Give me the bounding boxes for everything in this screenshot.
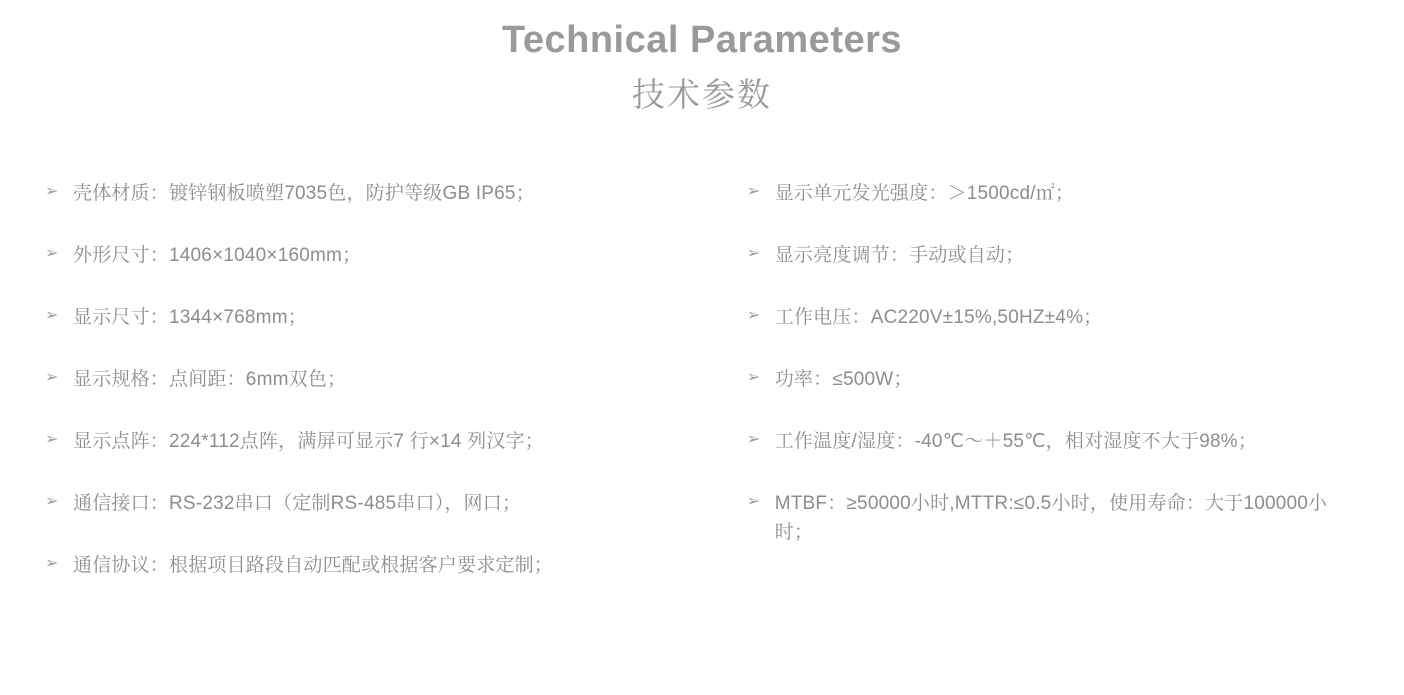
list-item [45,365,747,394]
spec-text: 工作温度/湿度：-40℃～＋55℃，相对湿度不大于98%； [774,431,1258,453]
spec-text: 显示规格：点间距：6mm双色； [73,369,347,391]
list-item [45,241,747,270]
page-header [0,0,1404,119]
list-item [45,427,747,456]
arrow-bullet-icon: ➢ [746,245,761,263]
arrow-bullet-icon: ➢ [746,183,761,201]
list-item [45,489,747,518]
arrow-bullet-icon: ➢ [746,493,761,511]
arrow-bullet-icon: ➢ [45,245,59,263]
spec-text: 工作电压：AC220V±15%,50HZ±4%； [774,307,1103,329]
spec-text: 显示尺寸：1344×768mm； [73,307,307,329]
spec-text: 外形尺寸：1406×1040×160mm； [73,245,362,267]
arrow-bullet-icon: ➢ [746,307,761,325]
list-item [747,241,1364,270]
spec-text: MTBF：≥50000小时,MTTR:≤0.5小时，使用寿命：大于100000小时； [774,493,1328,544]
list-item [747,427,1364,456]
page-title-chinese: 技术参数 [632,75,772,113]
list-item [747,303,1364,332]
spec-text: 通信接口：RS-232串口（定制RS-485串口），网口； [73,493,522,515]
list-item [747,489,1364,547]
list-item [45,303,747,332]
list-item [747,179,1364,208]
page-title-english: Technical Parameters [501,19,903,61]
arrow-bullet-icon: ➢ [45,555,59,573]
spec-text: 功率：≤500W； [774,369,913,391]
spec-column-right [747,179,1364,613]
spec-text: 显示点阵：224*112点阵，满屏可显示7 行×14 列汉字； [73,431,544,453]
arrow-bullet-icon: ➢ [45,307,59,325]
spec-columns [0,179,1404,613]
arrow-bullet-icon: ➢ [746,431,761,449]
spec-text: 通信协议：根据项目路段自动匹配或根据客户要求定制； [73,555,554,577]
spec-text: 显示单元发光强度：＞1500cd/㎡； [774,183,1075,205]
list-item [45,551,747,580]
spec-column-left [40,179,747,613]
arrow-bullet-icon: ➢ [45,493,59,511]
arrow-bullet-icon: ➢ [45,431,59,449]
list-item [747,365,1364,394]
arrow-bullet-icon: ➢ [45,183,59,201]
spec-text: 显示亮度调节：手动或自动； [774,245,1025,267]
spec-text: 壳体材质：镀锌钢板喷塑7035色，防护等级GB IP65； [73,183,535,205]
list-item [45,179,747,208]
arrow-bullet-icon: ➢ [746,369,761,387]
arrow-bullet-icon: ➢ [45,369,59,387]
